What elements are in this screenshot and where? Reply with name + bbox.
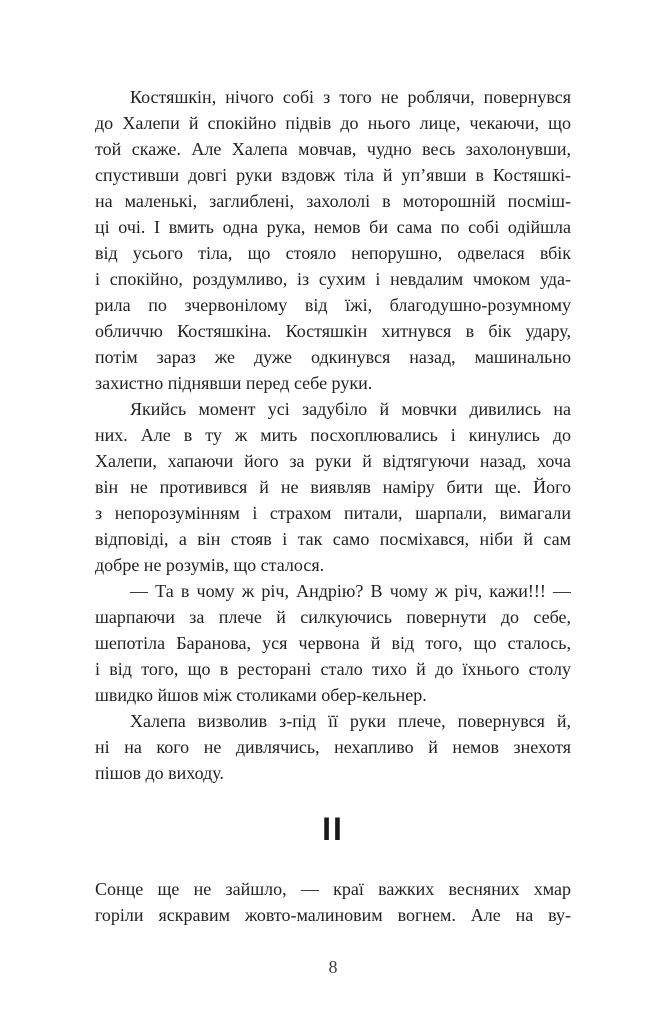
text-line: горіли яскравим жовто-малиновим вогнем. Але на ву- (95, 905, 571, 925)
text-line: обличчю Костяшкіна. Костяшкін хитнувся в бік удару, (95, 321, 571, 341)
text-line: спустивши довгі руки вздовж тіла й уп’явши в Костяшкі- (95, 165, 571, 185)
text-line: захистно піднявши перед себе руки. (95, 373, 373, 393)
text-line: ці очі. І вмить одна рука, немов би сама по собі одійшла (95, 217, 571, 237)
text-line: Халепи, хапаючи його за руки й відтягуючи назад, хоча (95, 451, 571, 471)
text-line: шепотіла Баранова, уся червона й від того, що сталось, (95, 633, 571, 653)
text-line: рила по зчервонілому від їжі, благодушно-розумному (95, 295, 571, 315)
text-line: до Халепи й спокійно підвів до нього лице, чекаючи, що (95, 113, 571, 133)
section-heading: II (322, 811, 344, 847)
paragraph (95, 396, 571, 578)
text-line: від усього тіла, що стояло непорушно, одвелася вбік (95, 243, 571, 263)
text-line: на маленькі, заглиблені, захололі в моторошній посміш- (95, 191, 571, 211)
text-line: ні на кого не дивлячись, нехапливо й немов знехотя (95, 737, 571, 757)
text-line: Халепа визволив з-під її руки плече, повернувся й, (130, 711, 571, 731)
text-line: потім зараз же дуже одкинувся назад, машинально (95, 347, 571, 367)
text-line: той скаже. Але Халепа мовчав, чудно весь захолонувши, (95, 139, 571, 159)
text-line: добре не розумів, що сталося. (95, 555, 325, 575)
text-line: шарпаючи за плече й силкуючись повернути до себе, (95, 607, 571, 627)
text-line: Сонце ще не зайшло, — краї важких весняних хмар (95, 879, 571, 899)
text-line: них. Але в ту ж мить посхоплювались і кинулись до (95, 425, 571, 445)
page-footer (95, 954, 571, 980)
text-line: він не противився й не виявляв наміру бити ще. Його (95, 477, 571, 497)
text-line: Костяшкін, нічого собі з того не роблячи, повернувся (130, 87, 571, 107)
text-line: — Та в чому ж річ, Андрію? В чому ж річ, кажи!!! — (130, 581, 571, 601)
paragraph (95, 876, 571, 928)
page-number: 8 (328, 957, 338, 977)
text-line: швидко йшов між столиками обер-кельнер. (95, 685, 427, 705)
paragraph (95, 708, 571, 786)
text-line: відповіді, а він стояв і так само посміхався, ніби й сам (95, 529, 571, 549)
text-line: пішов до виходу. (95, 763, 224, 783)
text-line: і від того, що в ресторані стало тихо й до їхнього столу (95, 659, 571, 679)
text-line: і спокійно, роздумливо, із сухим і невдалим чмоком уда- (95, 269, 571, 289)
paragraph (95, 578, 571, 708)
text-block (95, 84, 571, 980)
text-line: Якийсь момент усі задубіло й мовчки дивились на (130, 399, 571, 419)
paragraph (95, 84, 571, 396)
text-line: з непорозумінням і страхом питали, шарпали, вимагали (95, 503, 571, 523)
